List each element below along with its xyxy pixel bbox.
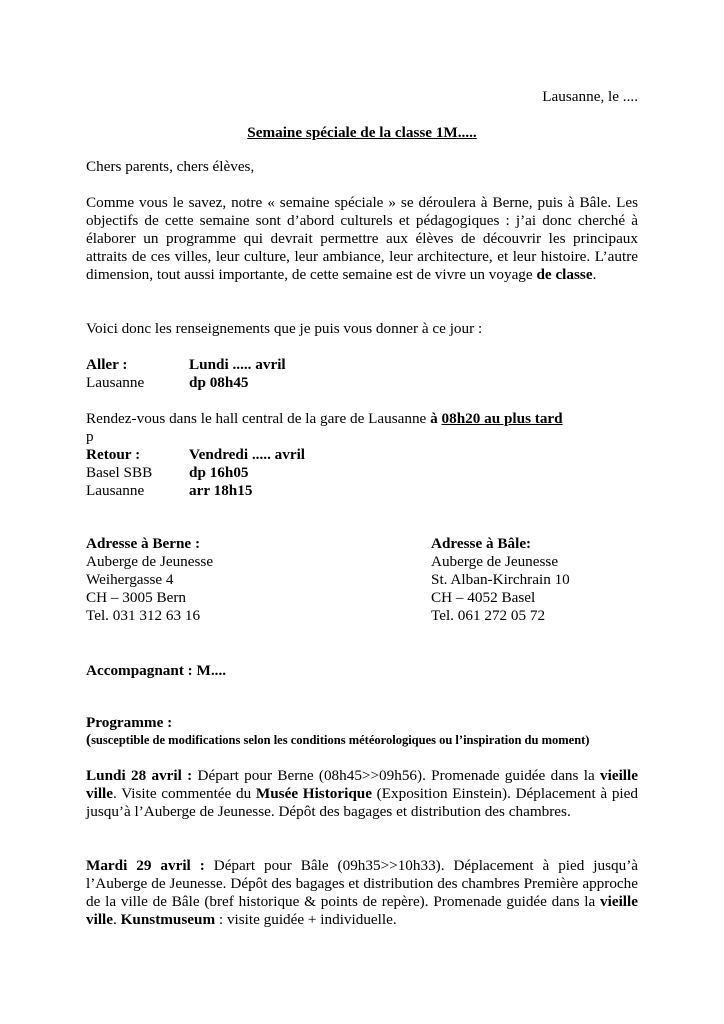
retour-time-1: dp 16h05	[189, 464, 249, 481]
day1-bold-1: vieille ville	[86, 767, 638, 802]
day1-bold-2: Musée Historique	[255, 785, 372, 802]
day2-label: Mardi 29 avril :	[86, 857, 205, 874]
address-bern-line2: Weihergasse 4	[86, 571, 174, 588]
letter-title: Semaine spéciale de la classe 1M.....	[247, 124, 477, 141]
day1-text-1: Départ pour Berne (08h45>>09h56). Promenade guidée dans la	[192, 767, 601, 784]
rendezvous-text: Rendez-vous dans le hall central de la gare de Lausanne	[86, 410, 431, 427]
address-bern-title: Adresse à Berne :	[86, 535, 201, 552]
retour-station-2: Lausanne	[86, 482, 145, 499]
programme-note-text: susceptible de modifications selon les conditions météorologiques ou l’inspiration du moment)	[91, 733, 590, 747]
aller-station: Lausanne	[86, 374, 145, 391]
address-basel-line3: CH – 4052 Basel	[431, 589, 536, 606]
day2-bold-2: Kunstmuseum	[120, 911, 216, 928]
day2-text-3: : visite guidée + individuelle.	[215, 911, 397, 928]
rendezvous-time: 08h20 au plus tard	[441, 410, 563, 427]
info-intro: Voici donc les renseignements que je puis vous donner à ce jour :	[86, 320, 483, 337]
programme-note-paren: (	[86, 731, 92, 748]
day1-text-3: (Exposition Einstein). Déplacement à pied jusqu’à l’Auberge de Jeunesse. Dépôt des bagages et distribution des chambres.	[86, 785, 638, 820]
programme-note	[86, 731, 589, 749]
address-bern-line3: CH – 3005 Bern	[86, 589, 186, 606]
aller-time: dp 08h45	[189, 374, 249, 391]
day2-text-1: Départ pour Bâle (09h35>>10h33). Déplacement à pied jusqu’à l’Auberge de Jeunesse. Dépôt des bagages et distribution des chambres Première approche de la ville de Bâle (bref historique & points de repère). Promenade guidée dans la	[86, 857, 638, 910]
retour-label: Retour :	[86, 446, 141, 463]
programme-day-2	[86, 857, 638, 929]
address-bern-phone: Tel. 031 312 63 16	[86, 607, 201, 624]
letter-page	[86, 0, 638, 1024]
address-basel-phone: Tel. 061 272 05 72	[431, 607, 546, 624]
address-bern-line1: Auberge de Jeunesse	[86, 553, 214, 570]
address-basel-line1: Auberge de Jeunesse	[431, 553, 559, 570]
place-date: Lausanne, le ....	[542, 88, 638, 105]
greeting: Chers parents, chers élèves,	[86, 158, 255, 175]
programme-title: Programme :	[86, 714, 173, 731]
day2-text-2: .	[113, 911, 121, 928]
rendezvous-line	[86, 410, 563, 428]
intro-end: .	[592, 266, 597, 283]
retour-date: Vendredi ..... avril	[189, 446, 306, 463]
day1-text-2: . Visite commentée du	[113, 785, 256, 802]
aller-label: Aller :	[86, 356, 128, 373]
day1-label: Lundi 28 avril :	[86, 767, 193, 784]
day2-bold-1: vieille ville	[86, 893, 638, 928]
address-basel-title: Adresse à Bâle:	[431, 535, 532, 552]
retour-time-2: arr 18h15	[189, 482, 253, 499]
rendezvous-bold: à	[430, 410, 442, 427]
accompagnant: Accompagnant : M....	[86, 662, 227, 679]
programme-day-1	[86, 767, 638, 821]
intro-text: Comme vous le savez, notre « semaine spéciale » se déroulera à Berne, puis à Bâle. Les objectifs de cette semaine sont d’abord culturels et pédagogiques : j’ai donc cherché à élaborer un programme qui devrait permettre aux élèves de découvrir les principaux attraits de ces villes, leur culture, leur ambiance, leur architecture, et leur histoire. L’autre dimension, tout aussi importante, de cette semaine est de vivre un voyage	[86, 194, 638, 283]
aller-date: Lundi ..... avril	[189, 356, 286, 373]
address-basel-line2: St. Alban-Kirchrain 10	[431, 571, 570, 588]
retour-station-1: Basel SBB	[86, 464, 153, 481]
intro-paragraph	[86, 194, 638, 284]
intro-bold: de classe	[536, 266, 593, 283]
stray-char: p	[86, 428, 94, 445]
